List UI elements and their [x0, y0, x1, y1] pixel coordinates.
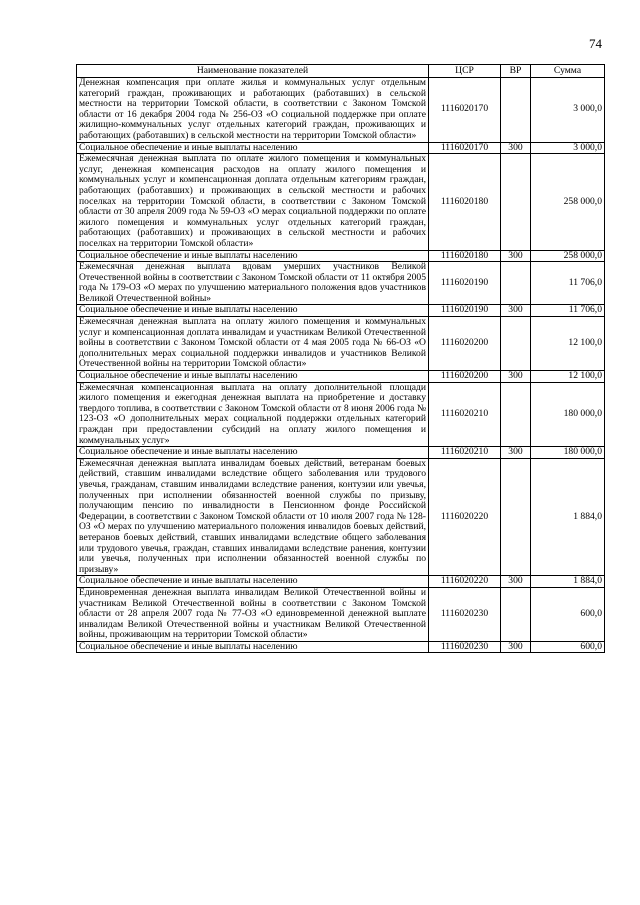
- row-sum: 600,0: [531, 641, 605, 653]
- row-name: Социальное обеспечение и иные выплаты населению: [77, 250, 429, 262]
- row-sum: 258 000,0: [531, 250, 605, 262]
- table-body: [77, 78, 605, 653]
- table-row: [77, 576, 605, 588]
- row-vr: [501, 262, 531, 305]
- row-vr: [501, 382, 531, 447]
- row-sum: 1 884,0: [531, 576, 605, 588]
- row-sum: 12 100,0: [531, 371, 605, 383]
- row-sum: 258 000,0: [531, 154, 605, 250]
- row-vr: 300: [501, 250, 531, 262]
- row-vr: [501, 78, 531, 143]
- row-sum: 12 100,0: [531, 317, 605, 371]
- row-vr: [501, 587, 531, 641]
- row-csr: 1116020210: [429, 447, 501, 459]
- budget-table: [76, 64, 605, 653]
- row-name: Ежемесячная денежная выплата на оплату жилого помещения и коммунальных услуг и компенсационная доплата инвалидам и участникам Великой Отечественной войны в соответствии с Законом Томской области от 4 мая 2005 года № 66-ОЗ «О дополнительных мерах социальной поддержки инвалидов и участников Великой Отечественной войны на территории Томской области»: [77, 317, 429, 371]
- table-row: [77, 305, 605, 317]
- row-csr: 1116020200: [429, 371, 501, 383]
- row-csr: 1116020220: [429, 576, 501, 588]
- row-csr: 1116020170: [429, 142, 501, 154]
- row-name: Денежная компенсация при оплате жилья и коммунальных услуг отдельным категорий граждан, проживающих и работающих (работавших) в сельской местности на территории Томской области, в соответствии с Законом Томской области от 16 декабря 2004 года № 256-ОЗ «О социальной поддержке при оплате жилищно-коммунальных услуг отдельных категорий граждан, проживающих и работающих (работавших) в сельской местности на территории Томской области»: [77, 78, 429, 143]
- row-name: Социальное обеспечение и иные выплаты населению: [77, 305, 429, 317]
- row-vr: 300: [501, 641, 531, 653]
- row-name: Ежемесячная денежная выплата инвалидам боевых действий, ветеранам боевых действий, ставшим инвалидами вследствие общего заболевания или трудового увечья, гражданам, ставшим инвалидами вследствие ранения, контузии или увечья, полученных при исполнении обязанностей военной службы по призыву, получающим пенсию по инвалидности в Пенсионном фонде Российской Федерации, в соответствии с Законом Томской области от 10 июля 2007 года № 128-ОЗ «О мерах по улучшению материального положения инвалидов боевых действий, ветеранов боевых действий, ставших инвалидами вследствие общего заболевания или трудового увечья, граждан, ставших инвалидами вследствие ранения, контузии или увечья, полученных при исполнении обязанностей военной службы по призыву»: [77, 458, 429, 576]
- row-name: Социальное обеспечение и иные выплаты населению: [77, 641, 429, 653]
- table-row: [77, 371, 605, 383]
- row-csr: 1116020190: [429, 305, 501, 317]
- header-csr: ЦСР: [429, 65, 501, 78]
- row-csr: 1116020230: [429, 641, 501, 653]
- table-row: [77, 382, 605, 447]
- table-row: [77, 641, 605, 653]
- row-name: Ежемесячная компенсационная выплата на оплату дополнительной площади жилого помещения и ежегодная денежная выплата на приобретение и доставку твердого топлива, в соответствии с Законом Томской области от 8 июня 2006 года № 123-ОЗ «О дополнительных мерах социальной поддержки отдельных категорий граждан при предоставлении субсидий на оплату жилого помещения и коммунальных услуг»: [77, 382, 429, 447]
- row-vr: [501, 154, 531, 250]
- table-row: [77, 250, 605, 262]
- row-vr: 300: [501, 142, 531, 154]
- row-sum: 11 706,0: [531, 305, 605, 317]
- row-csr: 1116020170: [429, 78, 501, 143]
- table-row: [77, 262, 605, 305]
- row-sum: 180 000,0: [531, 447, 605, 459]
- row-name: Социальное обеспечение и иные выплаты населению: [77, 447, 429, 459]
- row-sum: 600,0: [531, 587, 605, 641]
- table-row: [77, 458, 605, 576]
- row-sum: 3 000,0: [531, 142, 605, 154]
- header-name: Наименование показателей: [77, 65, 429, 78]
- row-csr: 1116020200: [429, 317, 501, 371]
- row-csr: 1116020180: [429, 154, 501, 250]
- row-csr: 1116020190: [429, 262, 501, 305]
- row-name: Единовременная денежная выплата инвалидам Великой Отечественной войны и участникам Великой Отечественной войны в соответствии с Законом Томской области от 28 апреля 2007 года № 77-ОЗ «О единовременной денежной выплате инвалидам Великой Отечественной войны и участникам Великой Отечественной войны, проживающим на территории Томской области»: [77, 587, 429, 641]
- row-vr: [501, 458, 531, 576]
- row-csr: 1116020220: [429, 458, 501, 576]
- row-name: Ежемесячная денежная выплата по оплате жилого помещения и коммунальных услуг, денежная компенсация расходов на оплату жилого помещения и коммунальных услуг и компенсационная доплата отдельным категориям граждан, работающих (работавших) и проживающих в сельской местности и рабочих поселках на территории Томской области, в соответствии с Законом Томской области от 30 апреля 2009 года № 59-ОЗ «О мерах социальной поддержки по оплате жилого помещения и коммунальных услуг отдельных категорий граждан, работающих (работавших) и проживающих в сельской местности и рабочих поселках на территории Томской области»: [77, 154, 429, 250]
- table-row: [77, 587, 605, 641]
- row-csr: 1116020230: [429, 587, 501, 641]
- row-vr: 300: [501, 447, 531, 459]
- row-sum: 180 000,0: [531, 382, 605, 447]
- row-name: Ежемесячная денежная выплата вдовам умерших участников Великой Отечественной войны в соответствии с Законом Томской области от 11 октября 2005 года № 179-ОЗ «О мерах по улучшению материального положения вдов участников Великой Отечественной войны»: [77, 262, 429, 305]
- row-vr: 300: [501, 371, 531, 383]
- header-sum: Сумма: [531, 65, 605, 78]
- table-row: [77, 447, 605, 459]
- row-name: Социальное обеспечение и иные выплаты населению: [77, 142, 429, 154]
- row-sum: 11 706,0: [531, 262, 605, 305]
- row-vr: [501, 317, 531, 371]
- row-csr: 1116020180: [429, 250, 501, 262]
- row-vr: 300: [501, 576, 531, 588]
- row-sum: 3 000,0: [531, 78, 605, 143]
- table-row: [77, 317, 605, 371]
- table-header-row: [77, 65, 605, 78]
- table-row: [77, 142, 605, 154]
- row-name: Социальное обеспечение и иные выплаты населению: [77, 371, 429, 383]
- row-csr: 1116020210: [429, 382, 501, 447]
- table-row: [77, 154, 605, 250]
- row-name: Социальное обеспечение и иные выплаты населению: [77, 576, 429, 588]
- row-sum: 1 884,0: [531, 458, 605, 576]
- table-row: [77, 78, 605, 143]
- page-number: 74: [589, 36, 602, 51]
- header-vr: ВР: [501, 65, 531, 78]
- row-vr: 300: [501, 305, 531, 317]
